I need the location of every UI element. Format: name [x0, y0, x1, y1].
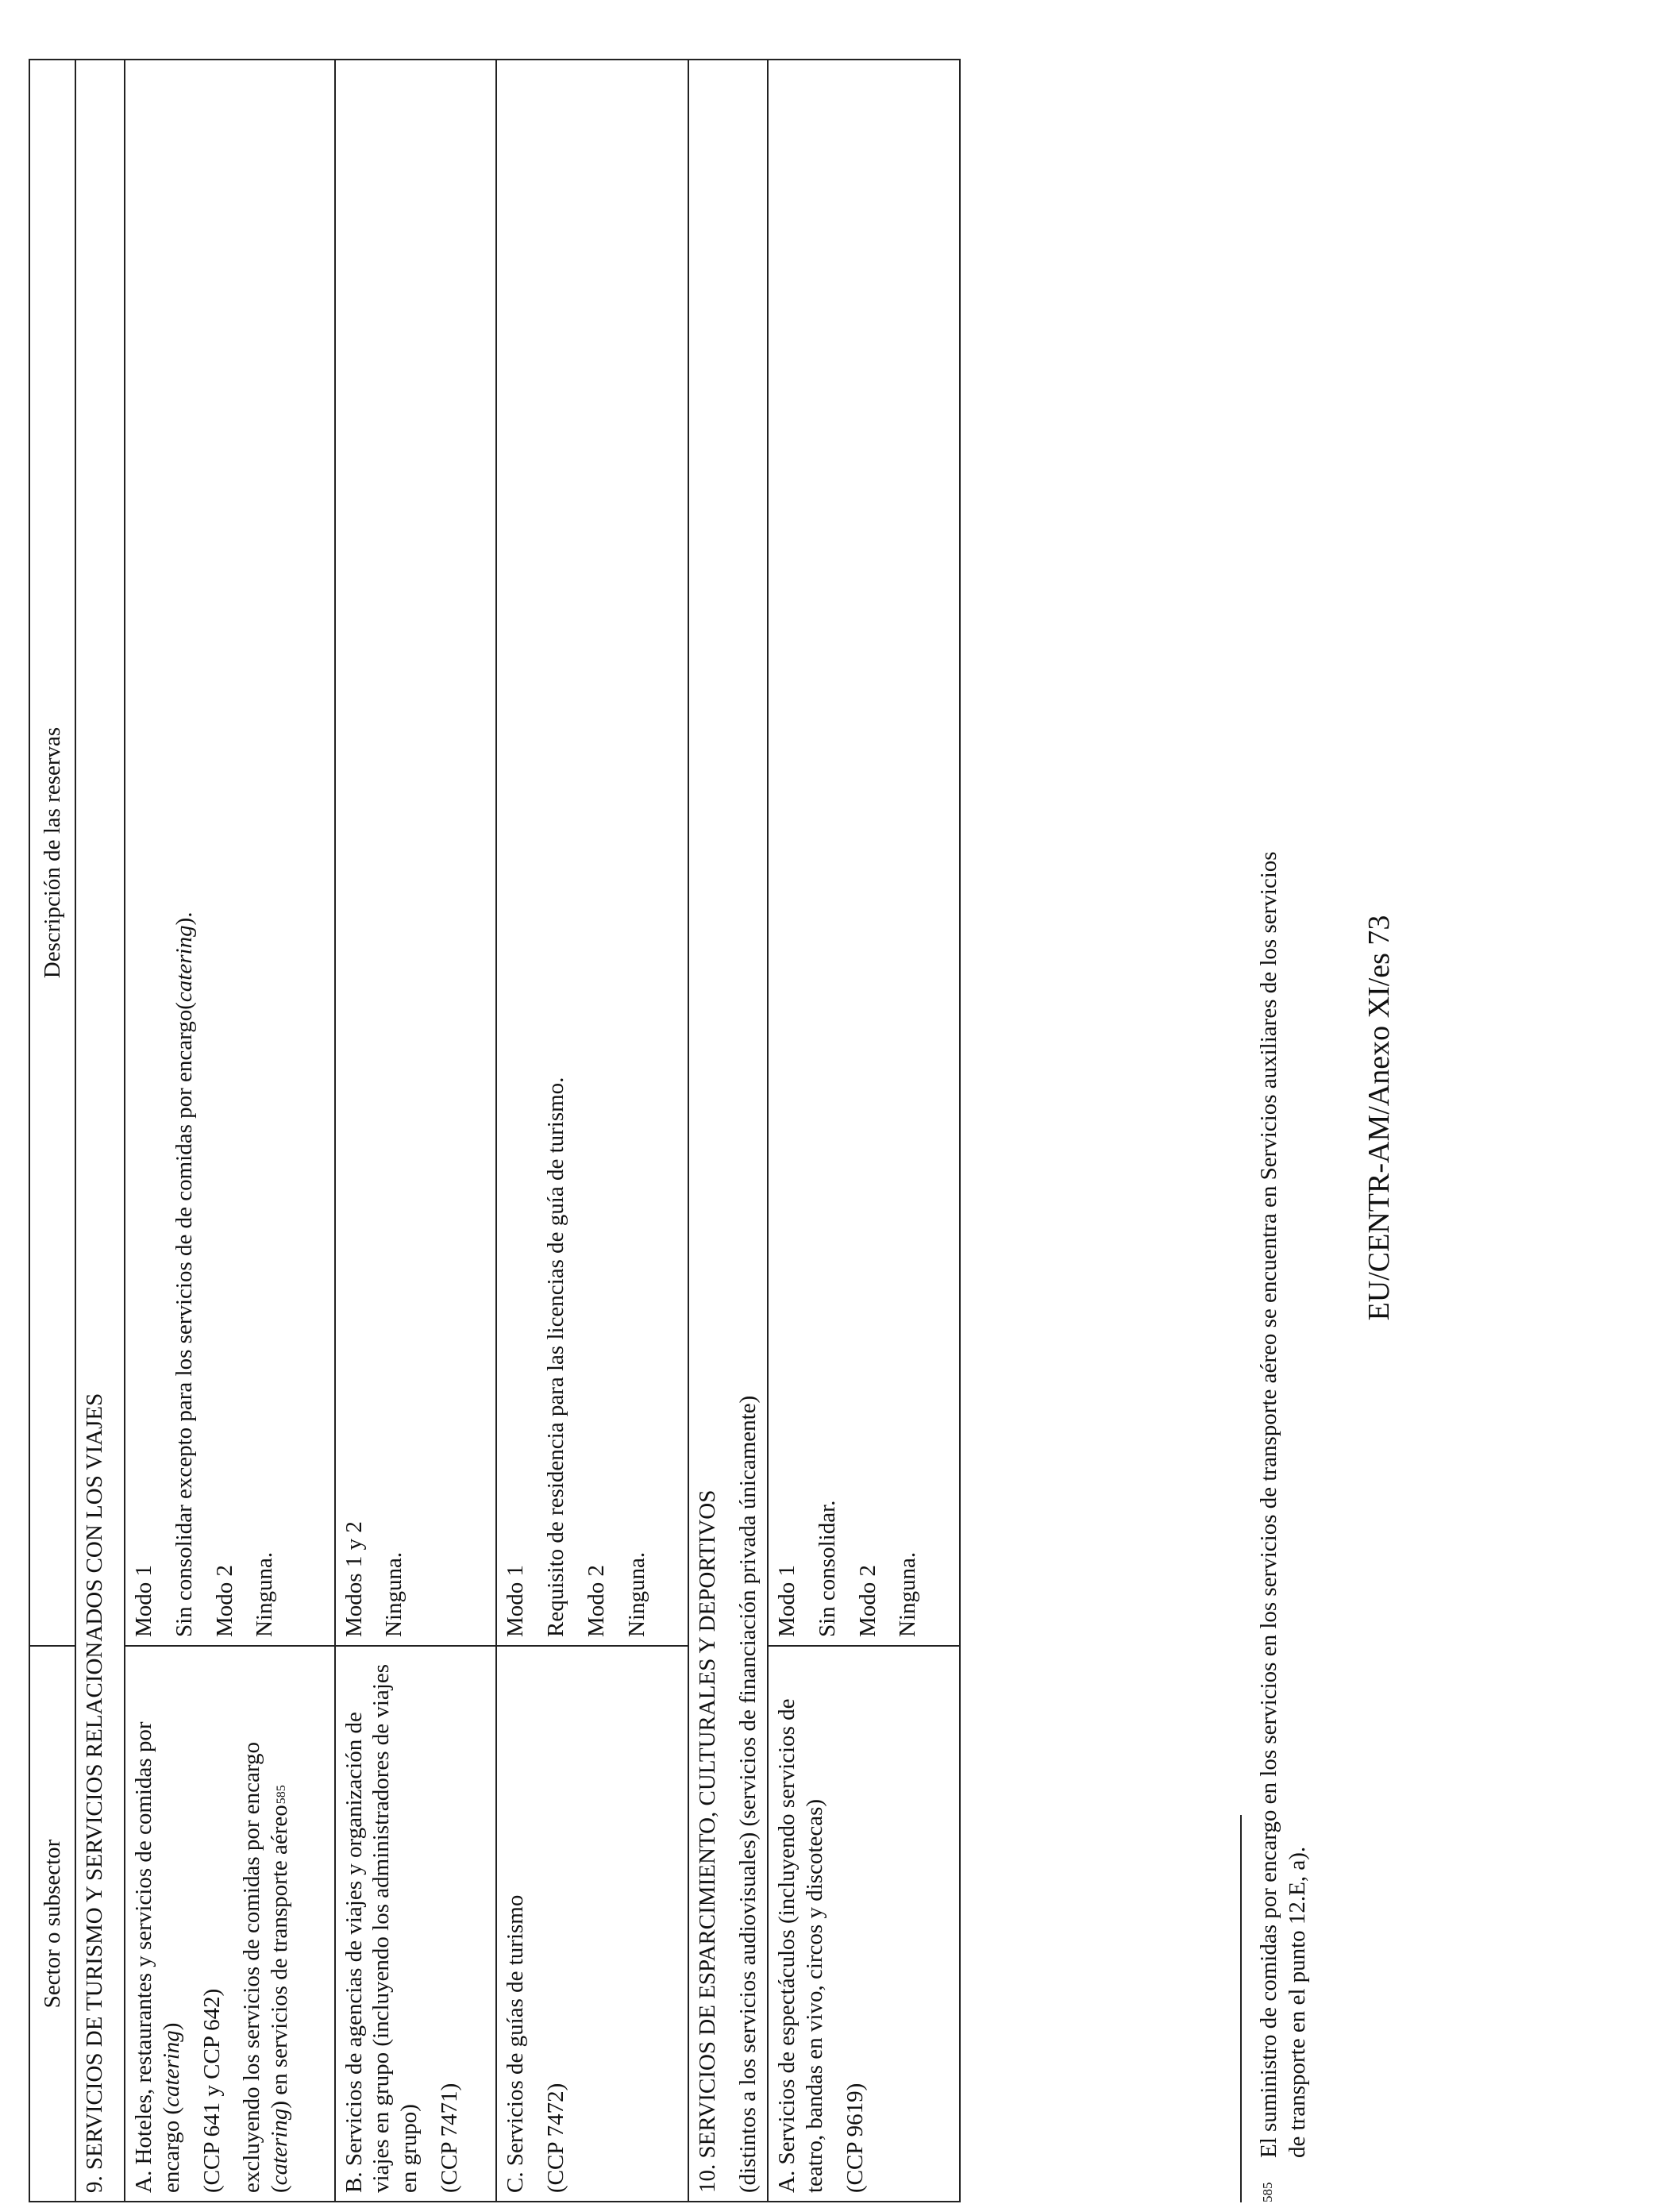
mode-label: Modo 1: [131, 1564, 156, 1637]
description-cell-travel-agencies: [335, 60, 497, 1646]
description-cell-entertainment: [768, 60, 960, 1646]
reservation-text: Ninguna.: [252, 1551, 278, 1637]
mode-label: Modo 1: [503, 1564, 529, 1637]
header-description: Descripción de las reservas: [29, 60, 75, 1646]
table-header-row: [29, 60, 75, 2202]
ccp-code: (CCP 7471): [437, 2083, 463, 2193]
sector-cell-travel-agencies: [335, 1646, 497, 2202]
mode-label: Modo 2: [583, 1564, 609, 1637]
description-cell-tour-guides: [496, 60, 688, 1646]
sector-cell-hotels: [125, 1646, 335, 2202]
sector-text: C. Servicios de guías de turismo: [503, 1894, 529, 2193]
mode-label: Modo 2: [211, 1564, 237, 1637]
footnote-text: El suministro de comidas por encargo en los servicios en los servicios de transporte aéreo se encuentra en Servicios auxiliares de los servicios de transporte en el punto 12.E, a).: [1256, 851, 1311, 2158]
reservation-text: Ninguna.: [381, 1551, 407, 1637]
table-row: [335, 60, 497, 2202]
reservation-text: Ninguna.: [623, 1551, 649, 1637]
reservations-table: [29, 59, 961, 2202]
section-10-row: [688, 60, 768, 2202]
reservation-text: Requisito de residencia para las licencias de guía de turismo.: [543, 1077, 569, 1637]
section-9-title: 9. SERVICIOS DE TURISMO Y SERVICIOS RELACIONADOS CON LOS VIAJES: [75, 60, 125, 2202]
reservation-text: Ninguna.: [895, 1551, 921, 1637]
mode-label: Modos 1 y 2: [341, 1521, 367, 1637]
mode-label: Modo 1: [773, 1564, 800, 1637]
ccp-code: (CCP 641 y CCP 642): [198, 1988, 225, 2193]
ccp-code: (CCP 7472): [543, 2083, 569, 2193]
footnote-marker: 585: [275, 1785, 289, 1805]
sector-cell-tour-guides: [496, 1646, 688, 2202]
header-sector: Sector o subsector: [29, 1646, 75, 2202]
footnote-divider: [1240, 1815, 1242, 2202]
description-cell-hotels: [125, 60, 335, 1646]
mode-label: Modo 2: [854, 1564, 880, 1637]
reservation-text: Sin consolidar.: [814, 1500, 840, 1637]
table-row: [768, 60, 960, 2202]
sector-exclusion: excluyendo los servicios de comidas por encargo (catering) en servicios de transporte aéreo$^{585}$: [239, 1741, 293, 2193]
footnote: [1254, 218, 1312, 2202]
section-9-row: [75, 60, 125, 2202]
section-10-subtitle: (distintos a los servicios audiovisuales) (servicios de financiación privada únicamente): [735, 1395, 761, 2193]
table-row: [125, 60, 335, 2202]
reservation-text: Sin consolidar excepto para los servicios de de comidas por encargo(catering).: [171, 911, 197, 1637]
sector-text: B. Servicios de agencias de viajes y organización de viajes en grupo (incluyendo los administradores de viajes en grupo): [341, 1663, 422, 2193]
footnote-number: 585: [1260, 2182, 1275, 2202]
section-10-heading: 10. SERVICIOS DE ESPARCIMIENTO, CULTURALES Y DEPORTIVOS: [695, 1489, 721, 2193]
table-row: [496, 60, 688, 2202]
sector-text: A. Hoteles, restaurantes y servicios de comidas por encargo (catering): [131, 1721, 184, 2193]
document-reference: EU/CENTR-AM/Anexo XI/es 73: [1362, 915, 1396, 1321]
section-10-title: [688, 60, 768, 2202]
sector-text: A. Servicios de espectáculos (incluyendo servicios de teatro, bandas en vivo, circos y discotecas): [773, 1698, 827, 2193]
ccp-code: (CCP 9619): [842, 2083, 868, 2193]
sector-cell-entertainment: [768, 1646, 960, 2202]
